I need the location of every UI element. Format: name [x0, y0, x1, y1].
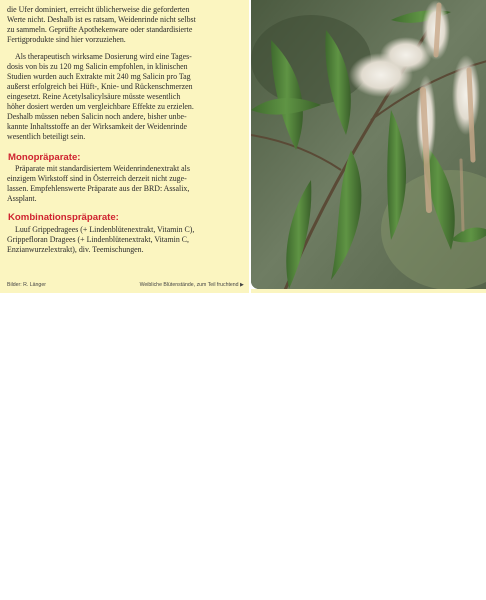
- text-line: Studien wurden auch Extrakte mit 240 mg Salicin pro Tag: [7, 72, 191, 82]
- text-line: Werte nicht. Deshalb ist es ratsam, Weidenrinde nicht selbst: [7, 15, 196, 25]
- paragraph-dosage: [7, 52, 239, 142]
- text-line: höher dosiert werden um vergleichbare Effekte zu erzielen.: [7, 102, 194, 112]
- willow-catkin-photo: [251, 0, 486, 289]
- heading-kombinationspraeparate: Kombinationspräparate:: [8, 212, 119, 223]
- text-line: außerst erfolgreich bei Hüft-, Knie- und Rückenschmerzen: [7, 82, 193, 92]
- text-line: Präparate mit standardisiertem Weidenrindenextrakt als: [15, 164, 190, 173]
- text-line: Als therapeutisch wirksame Dosierung wird eine Tages-: [15, 52, 192, 61]
- paragraph-intro: [7, 5, 239, 45]
- text-line: kannte Inhaltsstoffe an der Wirksamkeit der Weidenrinde: [7, 122, 188, 132]
- text-line: Enzianwurzelextrakt), div. Teemischungen.: [7, 245, 144, 255]
- text-line: lassen. Empfehlenswerte Präparate aus der BRD: Assalix,: [7, 184, 190, 194]
- photo-credit: Bilder: R. Länger: [7, 282, 46, 288]
- text-line: dosis von bis zu 120 mg Salicin empfohlen, in klinischen: [7, 62, 188, 72]
- text-line: Grippefloran Dragees (+ Lindenblütenextrakt, Vitamin C,: [7, 235, 189, 245]
- panel-bottom-strip: [251, 289, 486, 293]
- text-line: Luuf Grippedragees (+ Lindenblütenextrakt, Vitamin C),: [15, 225, 195, 234]
- text-line: zu sammeln. Geprüfte Apothekenware oder standardisierte: [7, 25, 193, 35]
- text-line: Deshalb müssen neben Salicin noch andere, bisher unbe-: [7, 112, 187, 122]
- paragraph-kombi: [7, 225, 239, 255]
- text-line: die Ufer dominiert, erreicht üblicherweise die geforderten: [7, 5, 190, 14]
- article-page: [0, 0, 486, 293]
- text-line: Fertigprodukte sind hier vorzuziehen.: [7, 35, 126, 45]
- text-column: [0, 0, 249, 293]
- text-line: einzigem Wirkstoff sind in Österreich derzeit nicht zuge-: [7, 174, 187, 184]
- photo-caption: Weibliche Blütenstände, zum Teil fruchtend ▶: [139, 282, 244, 288]
- text-line: Assplant.: [7, 194, 37, 204]
- text-line: eingesetzt. Reine Acetylsalicylsäure müsste wesentlich: [7, 92, 181, 102]
- text-line: wesentlich beteiligt sein.: [7, 132, 86, 142]
- paragraph-mono: [7, 164, 239, 204]
- heading-monopraeparate: Monopräparate:: [8, 152, 81, 163]
